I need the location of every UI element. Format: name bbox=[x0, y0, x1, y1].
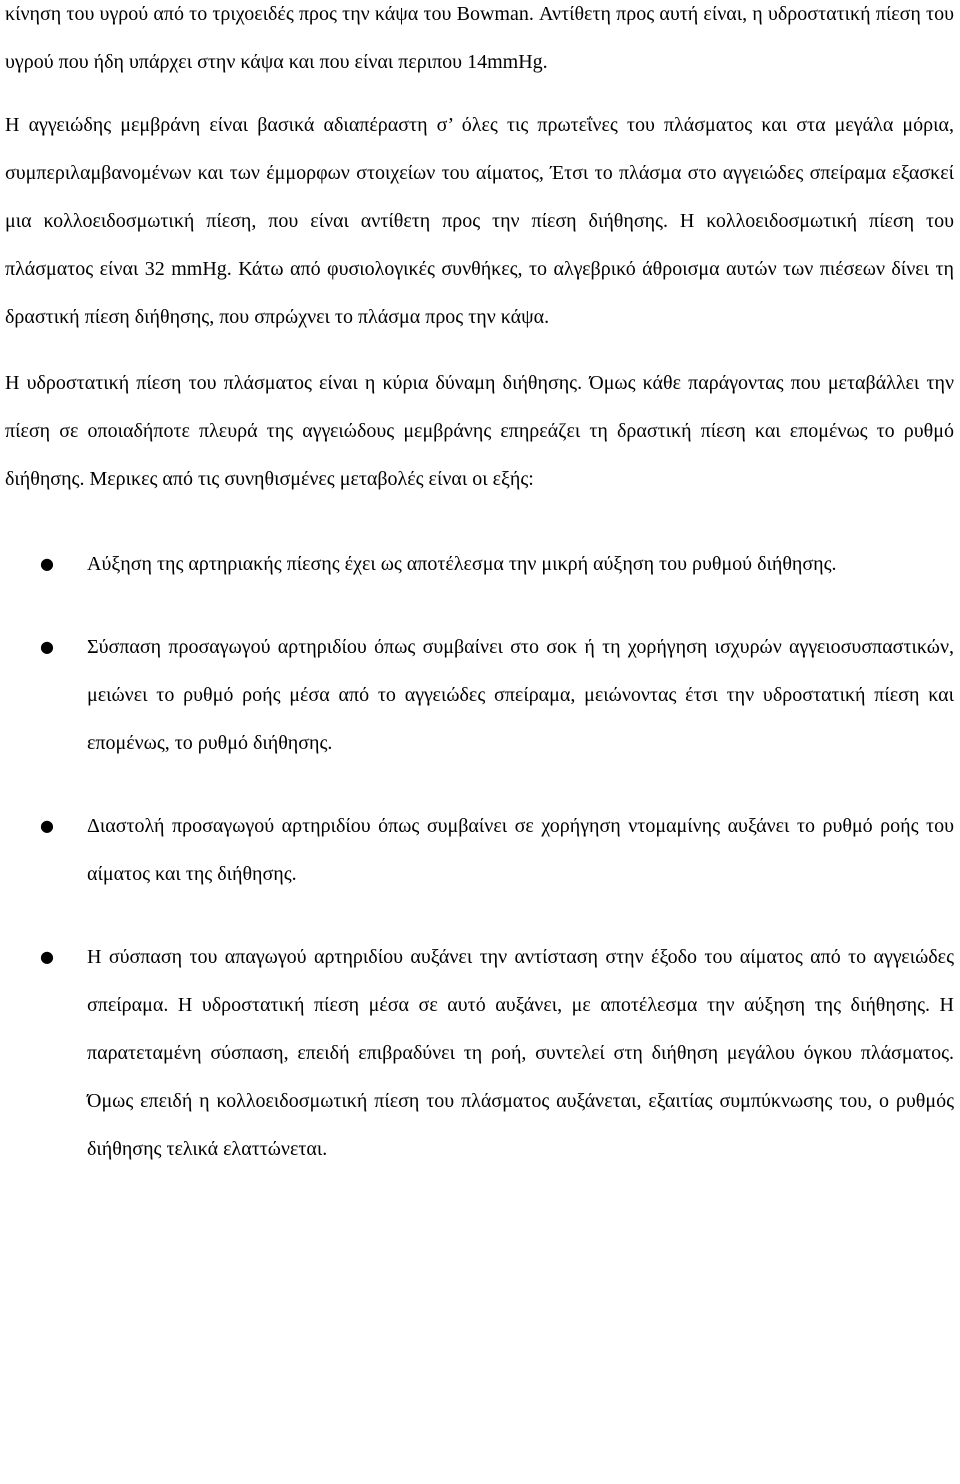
bullet-list bbox=[5, 540, 954, 1173]
bullet-icon: ● bbox=[40, 947, 54, 966]
list-item bbox=[5, 933, 954, 1173]
paragraph-hydrostatic: Η υδροστατική πίεση του πλάσματος είναι η κύρια δύναμη διήθησης. Όμως κάθε παράγοντας που μεταβάλλει την πίεση σε οποιαδήποτε πλευρά της αγγειώδους μεμβράνης επηρεάζει τη δραστική πίεση και επομένως το ρυθμό διήθησης. Μερικες από τις συνηθισμένες μεταβολές είναι οι εξής: bbox=[5, 372, 954, 490]
bullet-icon: ● bbox=[40, 816, 54, 835]
paragraph-membrane: Η αγγειώδης μεμβράνη είναι βασικά αδιαπέραστη σ’ όλες τις πρωτεΐνες του πλάσματος και στα μεγάλα μόρια, συμπεριλαμβανομένων και των έμμορφων στοιχείων του αίματος, Έτσι το πλάσμα στο αγγειώδες σπείραμα εξασκεί μια κολλοειδοσμωτική πίεση, που είναι αντίθετη προς την πίεση διήθησης. Η κολλοειδοσμωτική πίεση του πλάσματος είναι 32 mmHg. Κάτω από φυσιολογικές συνθήκες, το αλγεβρικό άθροισμα αυτών των πιέσεων δίνει τη δραστική πίεση διήθησης, που σπρώχνει το πλάσμα προς την κάψα. bbox=[5, 114, 954, 328]
list-item-text: Σύσπαση προσαγωγού αρτηριδίου όπως συμβαίνει στο σοκ ή τη χορήγηση ισχυρών αγγειοσυσπαστικών, μειώνει το ρυθμό ροής μέσα από το αγγειώδες σπείραμα, μειώνοντας έτσι την υδροστατική πίεση και επομένως, το ρυθμό διήθησης. bbox=[87, 636, 954, 754]
list-item bbox=[5, 540, 954, 588]
list-item bbox=[5, 802, 954, 898]
paragraph-intro: κίνηση του υγρού από το τριχοειδές προς την κάψα του Bowman. Αντίθετη προς αυτή είναι, η υδροστατική πίεση του υγρού που ήδη υπάρχει στην κάψα και που είναι περιπου 14mmHg. bbox=[5, 3, 954, 73]
list-item-text: Διαστολή προσαγωγού αρτηριδίου όπως συμβαίνει σε χορήγηση ντομαμίνης αυξάνει το ρυθμό ροής του αίματος και της διήθησης. bbox=[87, 815, 954, 885]
bullet-icon: ● bbox=[40, 554, 54, 573]
list-item bbox=[5, 623, 954, 767]
list-item-text: Αύξηση της αρτηριακής πίεσης έχει ως αποτέλεσμα την μικρή αύξηση του ρυθμού διήθησης. bbox=[87, 553, 837, 575]
list-item-text: Η σύσπαση του απαγωγού αρτηριδίου αυξάνει την αντίσταση στην έξοδο του αίματος από το αγγειώδες σπείραμα. Η υδροστατική πίεση μέσα σε αυτό αυξάνει, με αποτέλεσμα την αύξηση της διήθησης. Η παρατεταμένη σύσπαση, επειδή επιβραδύνει τη ροή, συντελεί στη διήθηση μεγάλου όγκου πλάσματος. Όμως επειδή η κολλοειδοσμωτική πίεση του πλάσματος αυξάνεται, εξαιτίας συμπύκνωσης του, ο ρυθμός διήθησης τελικά ελαττώνεται. bbox=[87, 946, 954, 1160]
bullet-icon: ● bbox=[40, 637, 54, 656]
